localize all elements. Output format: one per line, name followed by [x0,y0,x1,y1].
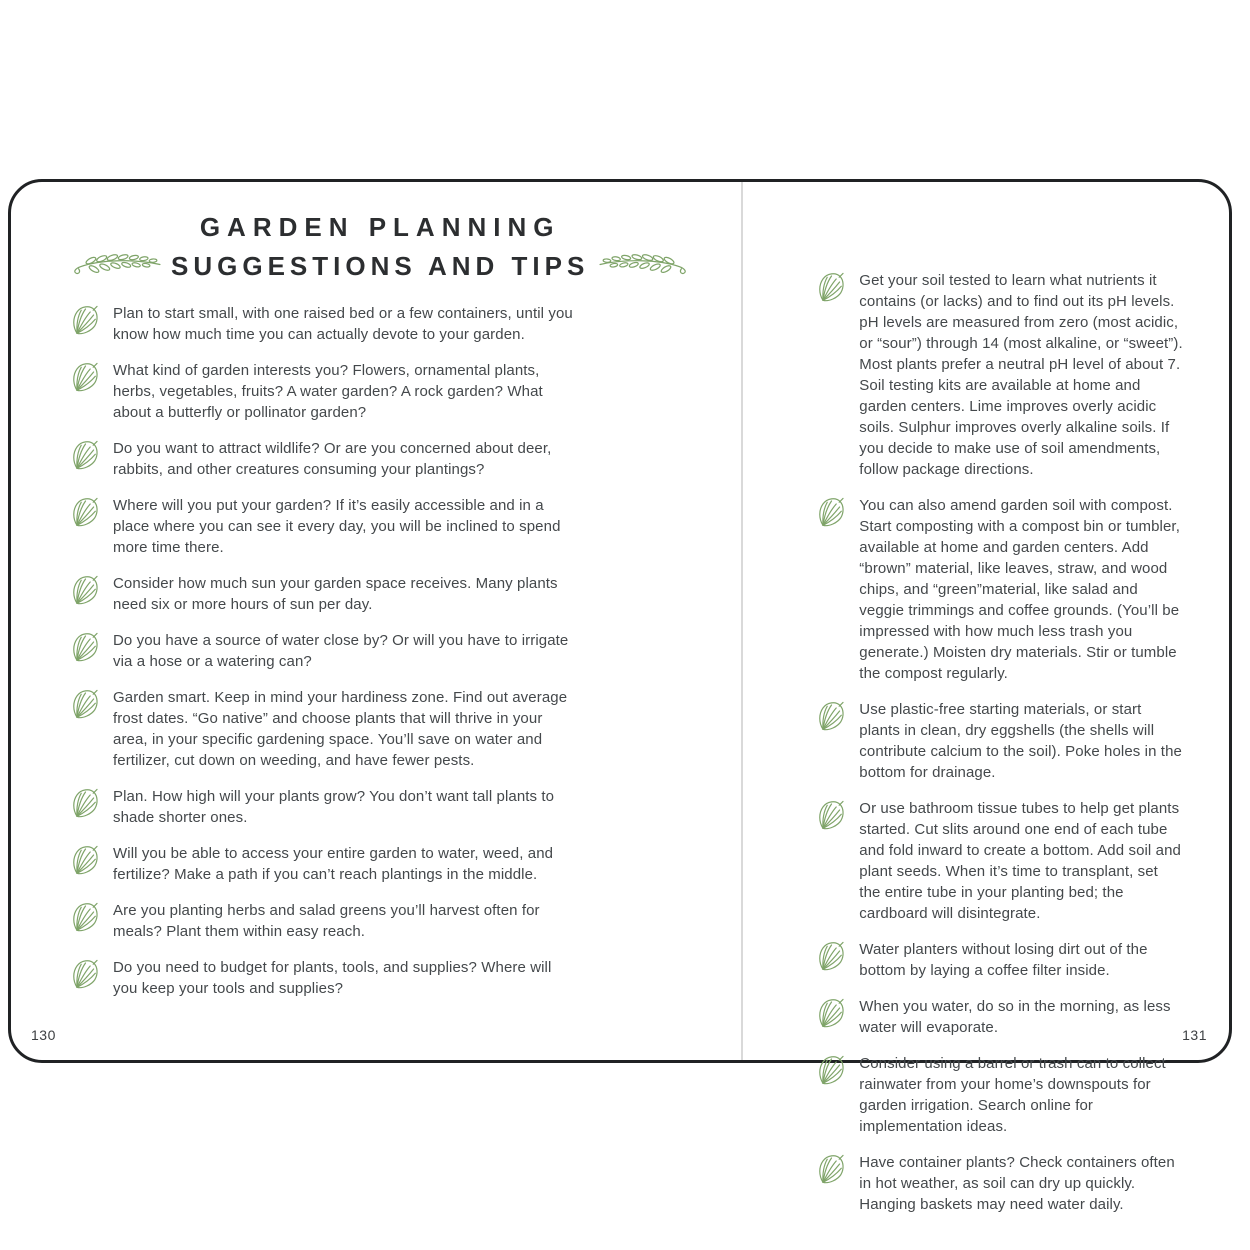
leaf-bullet-icon [71,844,100,877]
leaf-bullet-icon [71,574,100,607]
list-item [71,843,689,885]
list-item [817,699,1183,783]
list-item [71,630,689,672]
tip-text: Where will you put your garden? If it’s easily accessible and in a place where you can see it every day, you will be inclined to spend more time there. [113,497,561,556]
chapter-title [71,212,689,283]
leaf-bullet-icon [71,688,100,721]
leaf-bullet-icon [71,787,100,820]
fern-branch-icon [71,249,163,283]
tip-text: You can also amend garden soil with compost. Start composting with a compost bin or tumbler, available at home and garden centers. Add “brown” material, like leaves, straw, and wood chips, and “green”material, like salad and veggie trimmings and coffee grounds. (You’ll be impressed with how much less trash you generate.) Moisten dry materials. Stir or tumble the compost regularly. [859,497,1180,682]
tip-text: Plan to start small, with one raised bed or a few containers, until you know how much time you can actually devote to your garden. [113,305,573,343]
list-item [71,687,689,771]
leaf-bullet-icon [71,901,100,934]
tip-text: Get your soil tested to learn what nutrients it contains (or lacks) and to find out its pH levels. pH levels are measured from zero (most acidic, or “sour”) through 14 (most alkaline, or “sweet”). Most plants prefer a neutral pH level of about 7. Soil testing kits are available at home and garden centers. Lime improves overly acidic soils. Sulphur improves overly alkaline soils. If you decide to make use of soil amendments, follow package directions. [859,272,1183,478]
tip-text: Garden smart. Keep in mind your hardiness zone. Find out average frost dates. “Go native” and choose plants that will thrive in your area, in your specific gardening space. You’ll save on water and fertilizer, cut down on weeding, and have fewer pests. [113,689,568,769]
tip-text: What kind of garden interests you? Flowers, ornamental plants, herbs, vegetables, fruits? A water garden? A rock garden? What about a butterfly or pollinator garden? [113,362,543,421]
tip-text: Do you need to budget for plants, tools, and supplies? Where will you keep your tools and supplies? [113,959,552,997]
list-item [71,786,689,828]
list-item [817,1053,1183,1137]
tip-text: Do you want to attract wildlife? Or are you concerned about deer, rabbits, and other creatures consuming your plantings? [113,440,552,478]
page-number-right: 131 [1182,1027,1207,1043]
tip-text: Plan. How high will your plants grow? You don’t want tall plants to shade shorter ones. [113,788,555,826]
leaf-bullet-icon [817,997,846,1030]
list-item [817,270,1183,480]
tip-text: Consider how much sun your garden space receives. Many plants need six or more hours of sun per day. [113,575,558,613]
leaf-bullet-icon [817,700,846,733]
list-item [71,360,689,423]
list-item [817,939,1183,981]
leaf-bullet-icon [71,304,100,337]
list-item [71,573,689,615]
tip-text: When you water, do so in the morning, as less water will evaporate. [859,998,1171,1036]
list-item [71,957,689,999]
tip-text: Consider using a barrel or trash can to collect rainwater from your home’s downspouts for garden irrigation. Search online for implementation ideas. [859,1055,1166,1135]
list-item [71,438,689,480]
tip-text: Or use bathroom tissue tubes to help get plants started. Cut slits around one end of each tube and fold inward to create a bottom. Add soil and plant seeds. When it’s time to transplant, set the entire tube in your planting bed; the cardboard will disintegrate. [859,800,1181,922]
list-item [71,900,689,942]
leaf-bullet-icon [817,496,846,529]
tips-list-left [71,303,689,999]
leaf-bullet-icon [817,940,846,973]
leaf-bullet-icon [71,631,100,664]
tip-text: Water planters without losing dirt out of the bottom by laying a coffee filter inside. [859,941,1148,979]
tip-text: Are you planting herbs and salad greens you’ll harvest often for meals? Plant them within easy reach. [113,902,540,940]
list-item [817,1152,1183,1215]
tips-list-right [817,270,1183,1215]
leaf-bullet-icon [71,439,100,472]
tip-text: Will you be able to access your entire garden to water, weed, and fertilize? Make a path if you can’t reach plantings in the middle. [113,845,554,883]
tip-text: Do you have a source of water close by? Or will you have to irrigate via a hose or a watering can? [113,632,569,670]
leaf-bullet-icon [71,958,100,991]
leaf-bullet-icon [817,799,846,832]
tip-text: Have container plants? Check containers often in hot weather, as soil can dry up quickly. Hanging baskets may need water daily. [859,1154,1175,1213]
page-title-line2: SUGGESTIONS AND TIPS [171,250,590,281]
page-number-left: 130 [31,1027,56,1043]
list-item [71,303,689,345]
leaf-bullet-icon [817,1153,846,1186]
page-title-line1: GARDEN PLANNING [199,212,561,242]
leaf-bullet-icon [817,1054,846,1087]
left-page [11,182,743,1060]
right-page [743,182,1229,1213]
leaf-bullet-icon [817,271,846,304]
tip-text: Use plastic-free starting materials, or start plants in clean, dry eggshells (the shells will contribute calcium to the soil). Poke holes in the bottom for drainage. [859,701,1182,781]
book-spread [8,179,1232,1213]
list-item [817,798,1183,924]
list-item [817,996,1183,1038]
leaf-bullet-icon [71,361,100,394]
fern-branch-icon [597,249,689,283]
list-item [817,495,1183,684]
list-item [71,495,689,558]
leaf-bullet-icon [71,496,100,529]
